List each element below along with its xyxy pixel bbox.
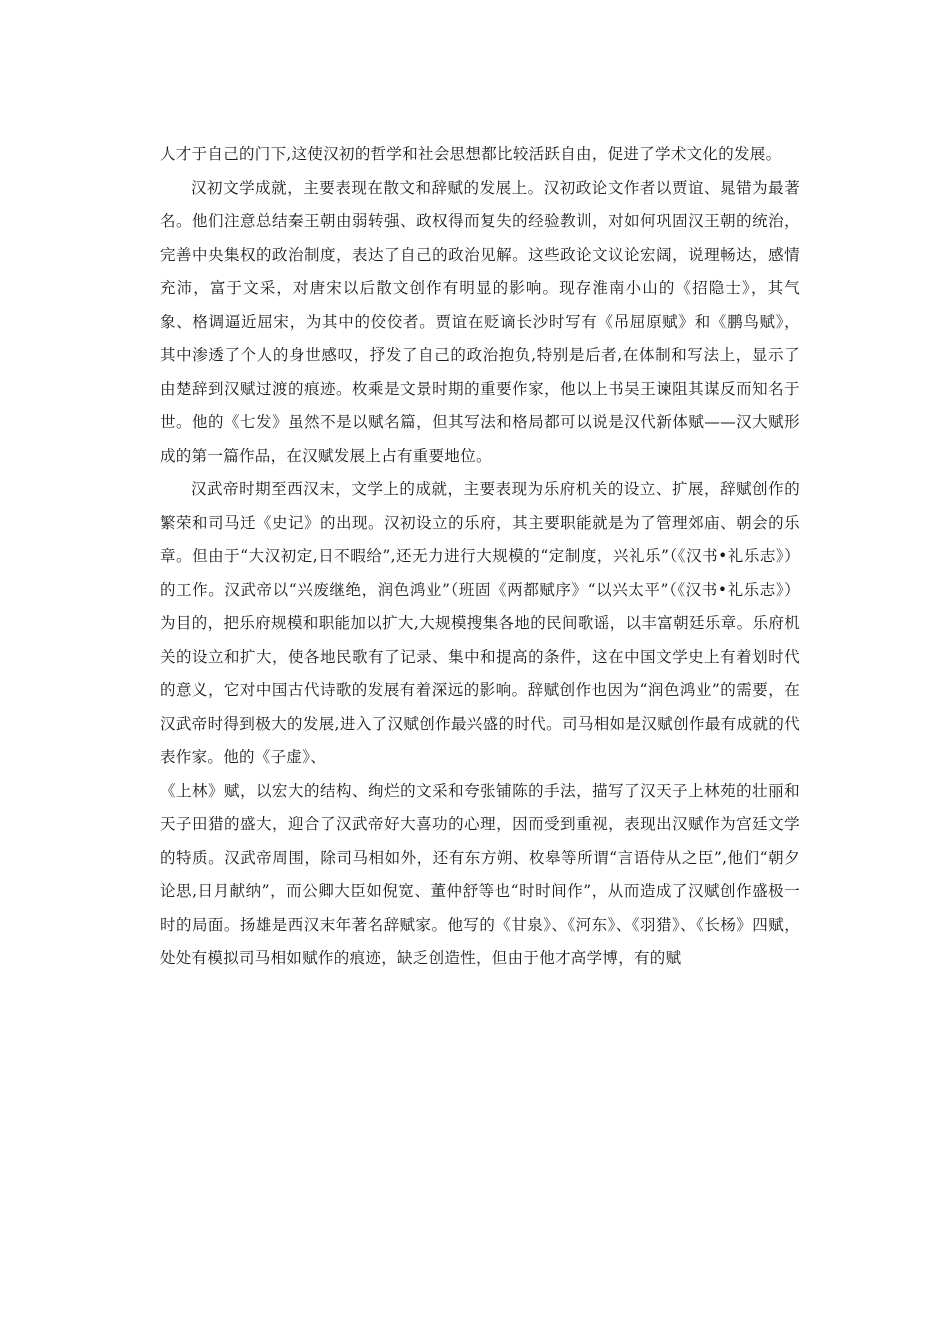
paragraph-1: 人才于自己的门下,这使汉初的哲学和社会思想都比较活跃自由，促进了学术文化的发展。 [160,145,782,163]
paragraph-3: 汉武帝时期至西汉末，文学上的成就，主要表现为乐府机关的设立、扩展，辞赋创作的繁荣和司马迁《史记》的出现。汉初设立的乐府，其主要职能就是为了管理郊庙、朝会的乐章。但由于“大汉初定,日不暇给”,还无力进行大规模的“定制度，兴礼乐”（《汉书•礼乐志》）的工作。汉武帝以“兴废继绝，润色鸿业”（班固《两都赋序》“以兴太平”（《汉书•礼乐志》）为目的，把乐府规模和职能加以扩大,大规模搜集各地的民间歌谣，以丰富朝廷乐章。乐府机关的设立和扩大，使各地民歌有了记录、集中和提高的条件，这在中国文学史上有着划时代的意义，它对中国古代诗歌的发展有着深远的影响。辞赋创作也因为“润色鸿业”的需要，在汉武帝时得到极大的发展,进入了汉赋创作最兴盛的时代。司马相如是汉赋创作最有成就的代表作家。他的《子虚》、 [160,480,800,766]
body-text [160,138,800,976]
paragraph-2: 汉初文学成就，主要表现在散文和辞赋的发展上。汉初政论文作者以贾谊、晁错为最著名。他们注意总结秦王朝由弱转强、政权得而复失的经验教训，对如何巩固汉王朝的统治，完善中央集权的政治制度，表达了自己的政治见解。这些政论文议论宏阔，说理畅达，感情充沛，富于文采，对唐宋以后散文创作有明显的影响。现存淮南小山的《招隐士》，其气象、格调逼近屈宋，为其中的佼佼者。贾谊在贬谪长沙时写有《吊屈原赋》和《鹏鸟赋》，其中渗透了个人的身世感叹，抒发了自己的政治抱负,特别是后者,在体制和写法上，显示了由楚辞到汉赋过渡的痕迹。枚乘是文景时期的重要作家，他以上书吴王谏阻其谋反而知名于世。他的《七发》虽然不是以赋名篇，但其写法和格局都可以说是汉代新体赋——汉大赋形成的第一篇作品，在汉赋发展上占有重要地位。 [160,178,800,465]
paragraph-4: 《上林》赋，以宏大的结构、绚烂的文采和夸张铺陈的手法，描写了汉天子上林苑的壮丽和天子田猎的盛大，迎合了汉武帝好大喜功的心理，因而受到重视，表现出汉赋作为宫廷文学的特质。汉武帝周围，除司马相如外，还有东方朔、枚皋等所谓“言语侍从之臣”,他们“朝夕论思,日月献纳”，而公卿大臣如倪宽、董仲舒等也“时时间作”，从而造成了汉赋创作盛极一时的局面。扬雄是西汉末年著名辞赋家。他写的《甘泉》、《河东》、《羽猎》、《长杨》四赋，处处有模拟司马相如赋作的痕迹，缺乏创造性，但由于他才高学博，有的赋 [160,781,800,967]
